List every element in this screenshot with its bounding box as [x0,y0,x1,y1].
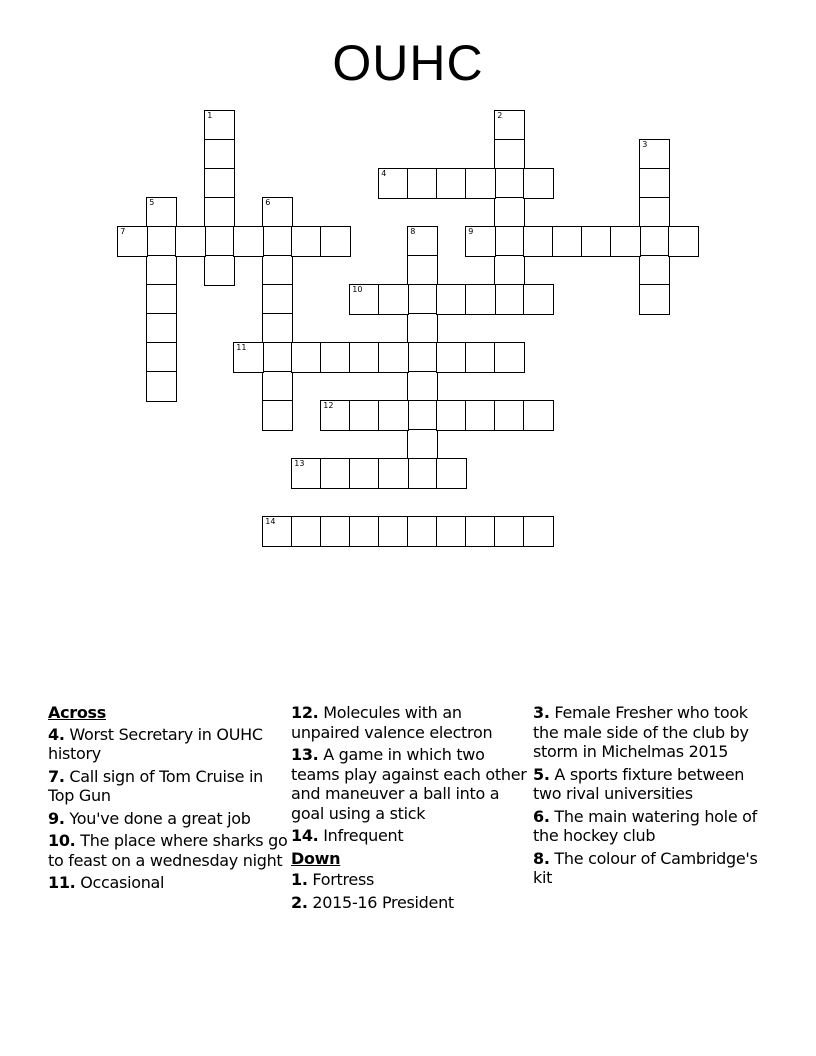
grid-cell[interactable] [407,284,438,315]
cell-number: 12 [323,401,334,411]
grid-cell[interactable] [349,400,380,431]
grid-cell[interactable] [494,400,525,431]
clue-text: Molecules with an unpaired valence electron [291,703,493,742]
clue-number: 6. [533,806,550,826]
grid-cell[interactable] [146,255,177,286]
grid-cell[interactable] [146,313,177,344]
grid-cell[interactable] [494,516,525,547]
grid-cell[interactable] [146,226,177,257]
grid-cell[interactable] [639,284,670,315]
clue-text: A sports fixture between two rival universities [533,764,745,803]
clue-text: Worst Secretary in OUHC history [48,724,263,763]
grid-cell[interactable] [639,255,670,286]
grid-cell[interactable] [494,342,525,373]
clue-text: The colour of Cambridge's kit [533,848,758,887]
clue-across-12 [291,703,529,742]
grid-cell[interactable] [407,168,438,199]
clue-text: The place where sharks go to feast on a wednesday night [48,831,288,870]
cell-number: 7 [120,227,126,237]
grid-cell[interactable] [639,226,670,257]
clue-text: 2015-16 President [312,892,454,912]
clue-down-2 [291,893,529,913]
clue-text: Female Fresher who took the male side of the club by storm in Michelmas 2015 [533,703,749,761]
clue-text: You've done a great job [69,808,251,828]
grid-cell[interactable] [523,516,554,547]
clue-text: Call sign of Tom Cruise in Top Gun [48,766,263,805]
clues-column-3 [533,703,769,891]
grid-cell[interactable] [233,226,264,257]
grid-cell[interactable] [378,458,409,489]
cell-number: 5 [149,198,155,208]
grid-cell[interactable] [465,284,496,315]
grid-cell[interactable] [262,255,293,286]
clue-number: 2. [291,892,308,912]
grid-cell[interactable] [407,342,438,373]
across-heading: Across [48,703,106,722]
grid-cell[interactable] [262,226,293,257]
clue-number: 3. [533,703,550,722]
grid-cell[interactable] [581,226,612,257]
grid-cell[interactable] [436,284,467,315]
grid-cell[interactable] [378,516,409,547]
grid-cell[interactable] [320,226,351,257]
cell-number: 3 [642,140,648,150]
grid-cell[interactable] [436,168,467,199]
grid-cell[interactable] [407,400,438,431]
clue-down-6 [533,807,769,846]
grid-cell[interactable] [639,168,670,199]
grid-cell[interactable] [175,226,206,257]
clue-text: Fortress [312,870,375,889]
grid-cell[interactable] [204,110,235,141]
clue-number: 5. [533,764,550,784]
grid-cell[interactable] [494,139,525,170]
grid-cell[interactable] [378,342,409,373]
cell-number: 6 [265,198,271,208]
clue-number: 1. [291,870,308,889]
grid-cell[interactable] [262,313,293,344]
grid-cell[interactable] [407,226,438,257]
grid-cell[interactable] [204,197,235,228]
clue-down-8 [533,849,769,888]
grid-cell[interactable] [378,400,409,431]
grid-cell[interactable] [639,139,670,170]
grid-cell[interactable] [407,313,438,344]
grid-cell[interactable] [494,226,525,257]
grid-cell[interactable] [407,371,438,402]
grid-cell[interactable] [494,197,525,228]
grid-cell[interactable] [465,516,496,547]
cell-number: 4 [381,169,387,179]
grid-cell[interactable] [407,429,438,460]
grid-cell[interactable] [523,168,554,199]
grid-cell[interactable] [204,226,235,257]
grid-cell[interactable] [668,226,699,257]
grid-cell[interactable] [146,342,177,373]
clue-number: 13. [291,745,319,764]
grid-cell[interactable] [465,168,496,199]
grid-cell[interactable] [349,284,380,315]
grid-cell[interactable] [494,255,525,286]
grid-cell[interactable] [233,342,264,373]
clue-across-13 [291,745,529,823]
clue-number: 10. [48,831,76,850]
cell-number: 1 [207,111,213,121]
grid-cell[interactable] [465,226,496,257]
clue-number: 12. [291,703,319,722]
grid-cell[interactable] [407,458,438,489]
clue-down-1 [291,870,529,890]
grid-cell[interactable] [523,284,554,315]
grid-cell[interactable] [262,342,293,373]
grid-cell[interactable] [146,197,177,228]
grid-cell[interactable] [320,516,351,547]
grid-cell[interactable] [465,400,496,431]
grid-cell[interactable] [146,284,177,315]
grid-cell[interactable] [610,226,641,257]
grid-cell[interactable] [349,342,380,373]
clue-across-4 [48,725,288,764]
cell-number: 2 [497,111,503,121]
clue-text: A game in which two teams play against each other and maneuver a ball into a goal using a stick [291,745,527,823]
clue-across-14 [291,826,529,846]
grid-cell[interactable] [436,342,467,373]
grid-cell[interactable] [117,226,148,257]
grid-cell[interactable] [262,371,293,402]
grid-cell[interactable] [262,400,293,431]
clue-down-3 [533,703,769,762]
grid-cell[interactable] [378,168,409,199]
grid-cell[interactable] [523,400,554,431]
grid-cell[interactable] [262,516,293,547]
cell-number: 10 [352,285,363,295]
grid-cell[interactable] [494,168,525,199]
grid-cell[interactable] [262,284,293,315]
clue-text: Infrequent [323,826,404,845]
grid-cell[interactable] [320,342,351,373]
grid-cell[interactable] [204,168,235,199]
cell-number: 14 [265,517,276,527]
grid-cell[interactable] [204,139,235,170]
grid-cell[interactable] [494,110,525,141]
page-title: OUHC [332,35,484,91]
grid-cell[interactable] [378,284,409,315]
cell-number: 9 [468,227,474,237]
clue-number: 14. [291,826,319,845]
clues-column-1 [48,703,288,896]
clue-text: The main watering hole of the hockey club [533,806,757,845]
cell-number: 13 [294,459,305,469]
grid-cell[interactable] [407,516,438,547]
grid-cell[interactable] [436,400,467,431]
clue-across-10 [48,831,288,870]
grid-cell[interactable] [349,516,380,547]
clue-number: 7. [48,766,65,786]
cell-number: 11 [236,343,247,353]
grid-cell[interactable] [436,516,467,547]
clue-down-5 [533,765,769,804]
grid-cell[interactable] [523,226,554,257]
grid-cell[interactable] [146,371,177,402]
grid-cell[interactable] [407,255,438,286]
clue-text: Occasional [80,873,165,892]
grid-cell[interactable] [291,458,322,489]
grid-cell[interactable] [552,226,583,257]
grid-cell[interactable] [291,516,322,547]
cell-number: 8 [410,227,416,237]
grid-cell[interactable] [320,458,351,489]
grid-cell[interactable] [204,255,235,286]
clue-number: 11. [48,873,76,892]
clue-number: 9. [48,808,65,828]
clue-number: 4. [48,724,65,744]
grid-cell[interactable] [291,226,322,257]
grid-cell[interactable] [465,342,496,373]
grid-cell[interactable] [349,458,380,489]
grid-cell[interactable] [291,342,322,373]
grid-cell[interactable] [494,284,525,315]
clues-column-2 [291,703,529,915]
clue-across-9 [48,809,288,829]
clue-across-11 [48,873,288,893]
clue-across-7 [48,767,288,806]
grid-cell[interactable] [262,197,293,228]
grid-cell[interactable] [436,458,467,489]
down-heading: Down [291,848,341,868]
clue-number: 8. [533,848,550,868]
grid-cell[interactable] [320,400,351,431]
grid-cell[interactable] [639,197,670,228]
